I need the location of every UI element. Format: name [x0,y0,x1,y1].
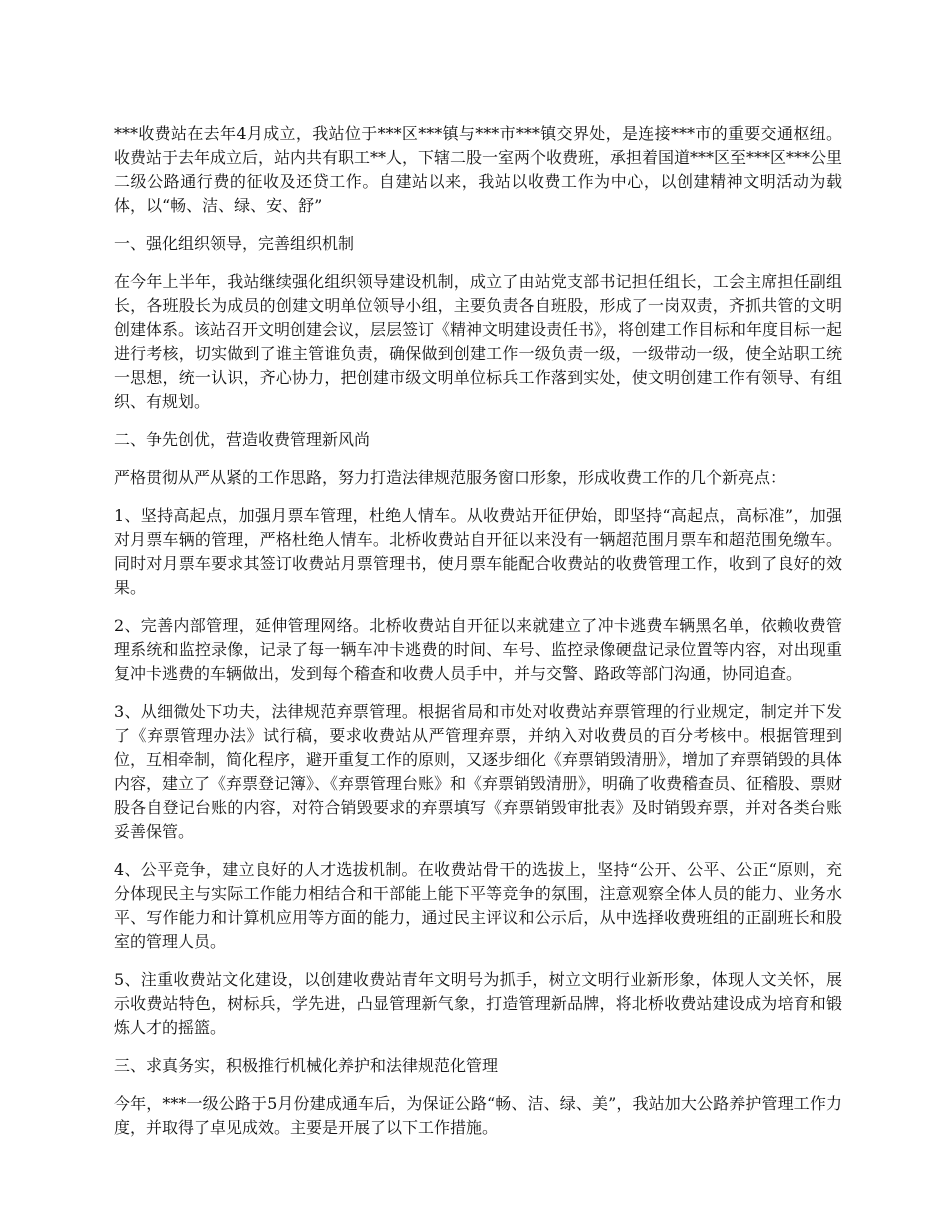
list-item-2: 2、完善内部管理，延伸管理网络。北桥收费站自开征以来就建立了冲卡逃费车辆黑名单，依赖收费管理系统和监控录像，记录了每一辆车冲卡逃费的时间、车号、监控录像硬盘记录位置等内容，对出现重复冲卡逃费的车辆做出，发到每个稽查和收费人员手中，并与交警、路政等部门沟通，协同追查。 [114,616,842,683]
section-3-heading: 三、求真务实，积极推行机械化养护和法律规范化管理 [114,1056,499,1075]
document-page [114,122,842,1154]
list-item-5: 5、注重收费站文化建设，以创建收费站青年文明号为抓手，树立文明行业新形象，体现人文关怀，展示收费站特色，树标兵，学先进，凸显管理新气象，打造管理新品牌，将北桥收费站建设成为培育和锻炼人才的摇篮。 [114,970,842,1037]
section-1-heading: 一、强化组织领导，完善组织机制 [114,234,355,253]
section-3-paragraph: 今年，***一级公路于5月份建成通车后，为保证公路“畅、洁、绿、美”，我站加大公路养护管理工作力度，并取得了卓见成效。主要是开展了以下工作措施。 [114,1094,842,1137]
section-1-paragraph: 在今年上半年，我站继续强化组织领导建设机制，成立了由站党支部书记担任组长，工会主席担任副组长，各班股长为成员的创建文明单位领导小组，主要负责各自班股，形成了一岗双责，齐抓共管的文明创建体系。该站召开文明创建会议，层层签订《精神文明建设责任书》，将创建工作目标和年度目标一起进行考核，切实做到了谁主管谁负责，确保做到创建工作一级负责一级，一级带动一级，使全站职工统一思想，统一认识，齐心协力，把创建市级文明单位标兵工作落到实处，使文明创建工作有领导、有组织、有规划。 [114,272,843,411]
list-item-4: 4、公平竞争，建立良好的人才选拔机制。在收费站骨干的选拔上，坚持“公开、公平、公正“原则，充分体现民主与实际工作能力相结合和干部能上能下平等竞争的氛围，注意观察全体人员的能力、业务水平、写作能力和计算机应用等方面的能力，通过民主评议和公示后，从中选择收费班组的正副班长和股室的管理人员。 [114,860,842,951]
intro-paragraph: ***收费站在去年4月成立，我站位于***区***镇与***市***镇交界处，是连接***市的重要交通枢纽。收费站于去年成立后，站内共有职工**人，下辖二股一室两个收费班，承担着国道***区至***区***公里二级公路通行费的征收及还贷工作。自建站以来，我站以收费工作为中心，以创建精神文明活动为载体，以“畅、洁、绿、安、舒” [114,124,843,215]
list-item-3: 3、从细微处下功夫，法律规范弃票管理。根据省局和市处对收费站弃票管理的行业规定，制定并下发了《弃票管理办法》试行稿，要求收费站从严管理弃票，并纳入对收费员的百分考核中。根据管理到位，互相牵制，简化程序，避开重复工作的原则，又逐步细化《弃票销毁清册》，增加了弃票销毁的具体内容，建立了《弃票登记簿》、《弃票管理台账》和《弃票销毁清册》，明确了收费稽查员、征稽股、票财股各自登记台账的内容，对符合销毁要求的弃票填写《弃票销毁审批表》及时销毁弃票，并对各类台账妥善保管。 [114,702,843,841]
list-item-1: 1、坚持高起点，加强月票车管理，杜绝人情车。从收费站开征伊始，即坚持“高起点，高标准”，加强对月票车辆的管理，严格杜绝人情车。北桥收费站自开征以来没有一辆超范围月票车和超范围免缴车。同时对月票车要求其签订收费站月票管理书，使月票车能配合收费站的收费管理工作，收到了良好的效果。 [114,506,842,597]
section-2-intro-paragraph: 严格贯彻从严从紧的工作思路，努力打造法律规范服务窗口形象，形成收费工作的几个新亮点： [114,468,787,487]
section-2-heading: 二、争先创优，营造收费管理新风尚 [114,430,371,449]
